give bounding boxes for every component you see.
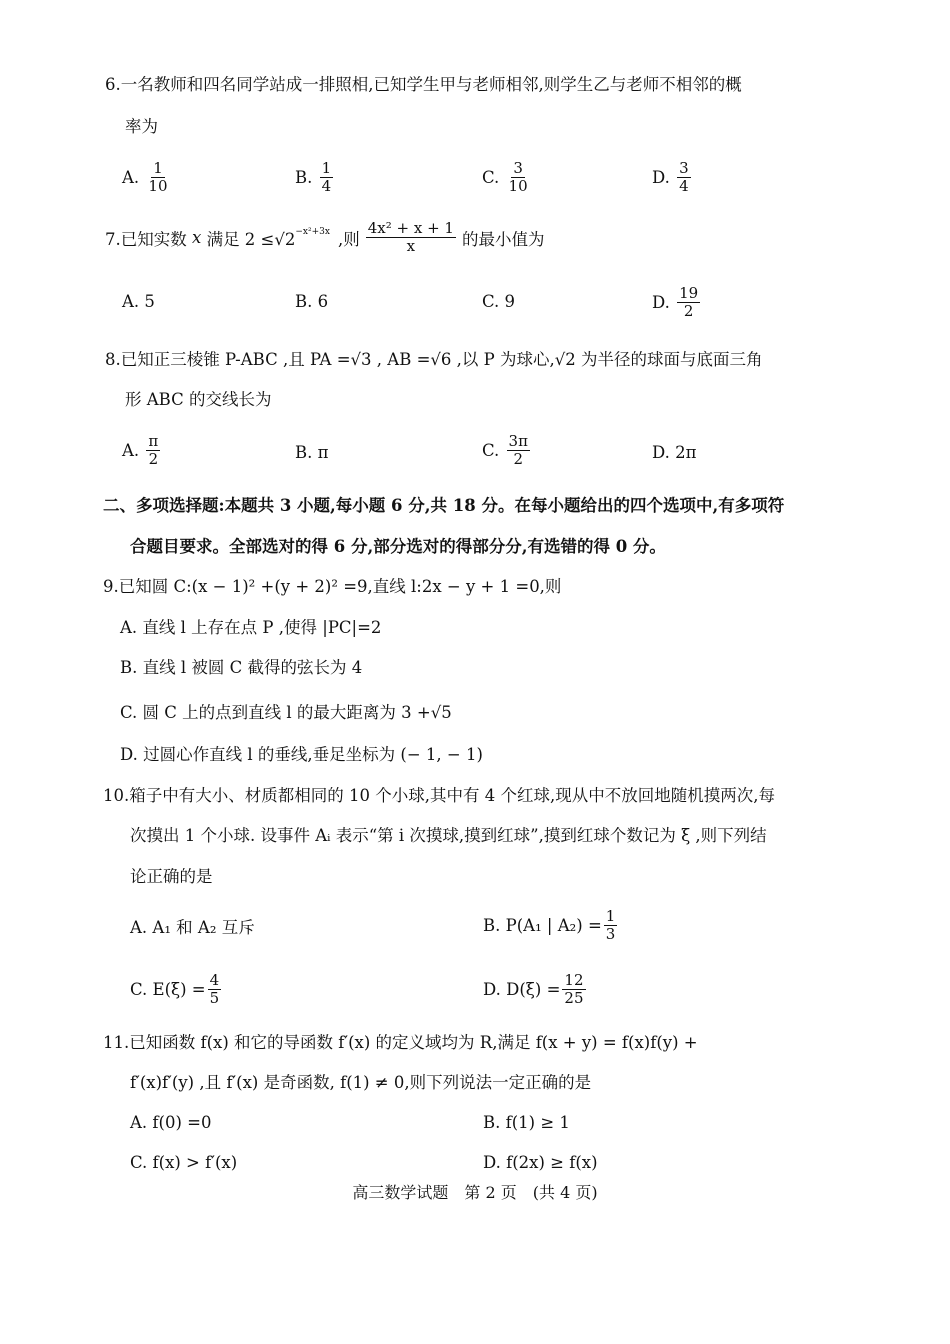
q9-stem: 9.已知圆 C:(x − 1)² +(y + 2)² =9,直线 l:2x − y + 1 =0,则 bbox=[103, 577, 562, 596]
fraction: $\frac{19}{2}$ bbox=[679, 284, 699, 320]
q7-mid: 满足 2 ≤√2 bbox=[206, 229, 296, 249]
q8-option-d: D. 2π bbox=[652, 443, 697, 462]
q10-stem-line1: 10.箱子中有大小、材质都相同的 10 个小球,其中有 4 个红球,现从中不放回地随机摸两次,每 bbox=[103, 786, 775, 805]
q7-option-d: D. $\frac{19}{2}$ bbox=[652, 284, 699, 320]
q9-option-c: C. 圆 C 上的点到直线 l 的最大距离为 3 +√5 bbox=[120, 703, 452, 722]
q10-option-d: D. D(ξ) = $\frac{12}{25}$ bbox=[483, 971, 584, 1007]
page-footer: 高三数学试题 第 2 页 (共 4 页) bbox=[352, 1183, 598, 1202]
q7-prefix: 7.已知实数 bbox=[105, 229, 187, 249]
q8-option-b: B. π bbox=[295, 443, 329, 462]
q7-option-a: A. 5 bbox=[122, 292, 155, 311]
option-label: B. bbox=[295, 168, 313, 187]
q10-option-a: A. A₁ 和 A₂ 互斥 bbox=[130, 918, 255, 937]
fraction: $\frac{1}{3}$ bbox=[605, 907, 616, 943]
q11-option-c: C. f(x) > f′(x) bbox=[130, 1153, 238, 1172]
q11-stem-line2: f′(x)f′(y) ,且 f′(x) 是奇函数, f(1) ≠ 0,则下列说法一定正确的是 bbox=[130, 1073, 592, 1092]
q6-option-b bbox=[295, 160, 335, 195]
option-label: C. bbox=[482, 168, 500, 187]
q8-stem-line2: 形 ABC 的交线长为 bbox=[125, 390, 272, 409]
q7-stem bbox=[105, 220, 544, 255]
q7-option-c: C. 9 bbox=[482, 292, 516, 311]
q11-option-d: D. f(2x) ≥ f(x) bbox=[483, 1153, 598, 1172]
q6-stem-line2: 率为 bbox=[125, 117, 158, 136]
fraction: $\frac{12}{25}$ bbox=[564, 971, 584, 1007]
fraction: $\frac{\pi}{2}$ bbox=[148, 432, 159, 468]
q7-option-b: B. 6 bbox=[295, 292, 329, 311]
q10-stem-line2: 次摸出 1 个小球. 设事件 Aᵢ 表示“第 i 次摸球,摸到红球”,摸到红球个数记为 ξ ,则下列结 bbox=[130, 826, 767, 845]
q7-var: x bbox=[192, 228, 202, 247]
fraction: $\frac{1}{10}$ bbox=[148, 159, 168, 195]
q6-stem-line1: 6.一名教师和四名同学站成一排照相,已知学生甲与老师相邻,则学生乙与老师不相邻的概 bbox=[105, 75, 742, 94]
q8-stem-line1: 8.已知正三棱锥 P-ABC ,且 PA =√3 , AB =√6 ,以 P 为球心,√2 为半径的球面与底面三角 bbox=[105, 350, 763, 369]
q11-option-a: A. f(0) =0 bbox=[130, 1113, 212, 1132]
option-label: A. bbox=[122, 168, 140, 187]
q9-option-a: A. 直线 l 上存在点 P ,使得 |PC|=2 bbox=[120, 618, 382, 637]
fraction: $\frac{3\pi}{2}$ bbox=[508, 432, 528, 468]
section2-header-line1: 二、多项选择题:本题共 3 小题,每小题 6 分,共 18 分。在每小题给出的四个选项中,有多项符 bbox=[103, 496, 785, 515]
q7-exponent: −x²+3x bbox=[295, 226, 330, 237]
q7-suffix: 的最小值为 bbox=[461, 229, 545, 249]
q8-option-a: A. $\frac{\pi}{2}$ bbox=[122, 432, 159, 468]
fraction: $\frac{4}{5}$ bbox=[209, 971, 220, 1007]
q6-option-d bbox=[652, 160, 693, 195]
q7-comma: ,则 bbox=[337, 229, 360, 249]
q6-option-a bbox=[122, 160, 172, 195]
fraction: $\frac{3}{4}$ bbox=[679, 159, 689, 195]
fraction: $\frac{3}{10}$ bbox=[508, 159, 528, 195]
q9-option-d: D. 过圆心作直线 l 的垂线,垂足坐标为 (− 1, − 1) bbox=[120, 745, 483, 764]
fraction: $\frac{1}{4}$ bbox=[321, 159, 332, 195]
q10-option-c: C. E(ξ) = $\frac{4}{5}$ bbox=[130, 971, 220, 1007]
q10-option-b: B. P(A₁ | A₂) = $\frac{1}{3}$ bbox=[483, 907, 616, 943]
q8-option-c: C. $\frac{3\pi}{2}$ bbox=[482, 432, 528, 468]
q10-stem-line3: 论正确的是 bbox=[130, 867, 213, 886]
q11-stem-line1: 11.已知函数 f(x) 和它的导函数 f′(x) 的定义域均为 R,满足 f(x + y) = f(x)f(y) + bbox=[103, 1033, 698, 1052]
q7-fraction: $\frac{\text{4x² + x + 1}}{x}$ bbox=[367, 219, 454, 255]
option-label: D. bbox=[652, 168, 670, 187]
section2-header-line2: 合题目要求。全部选对的得 6 分,部分选对的得部分分,有选错的得 0 分。 bbox=[130, 537, 666, 556]
q11-option-b: B. f(1) ≥ 1 bbox=[483, 1113, 570, 1132]
q6-option-c bbox=[482, 160, 532, 195]
q9-option-b: B. 直线 l 被圆 C 截得的弦长为 4 bbox=[120, 658, 363, 677]
